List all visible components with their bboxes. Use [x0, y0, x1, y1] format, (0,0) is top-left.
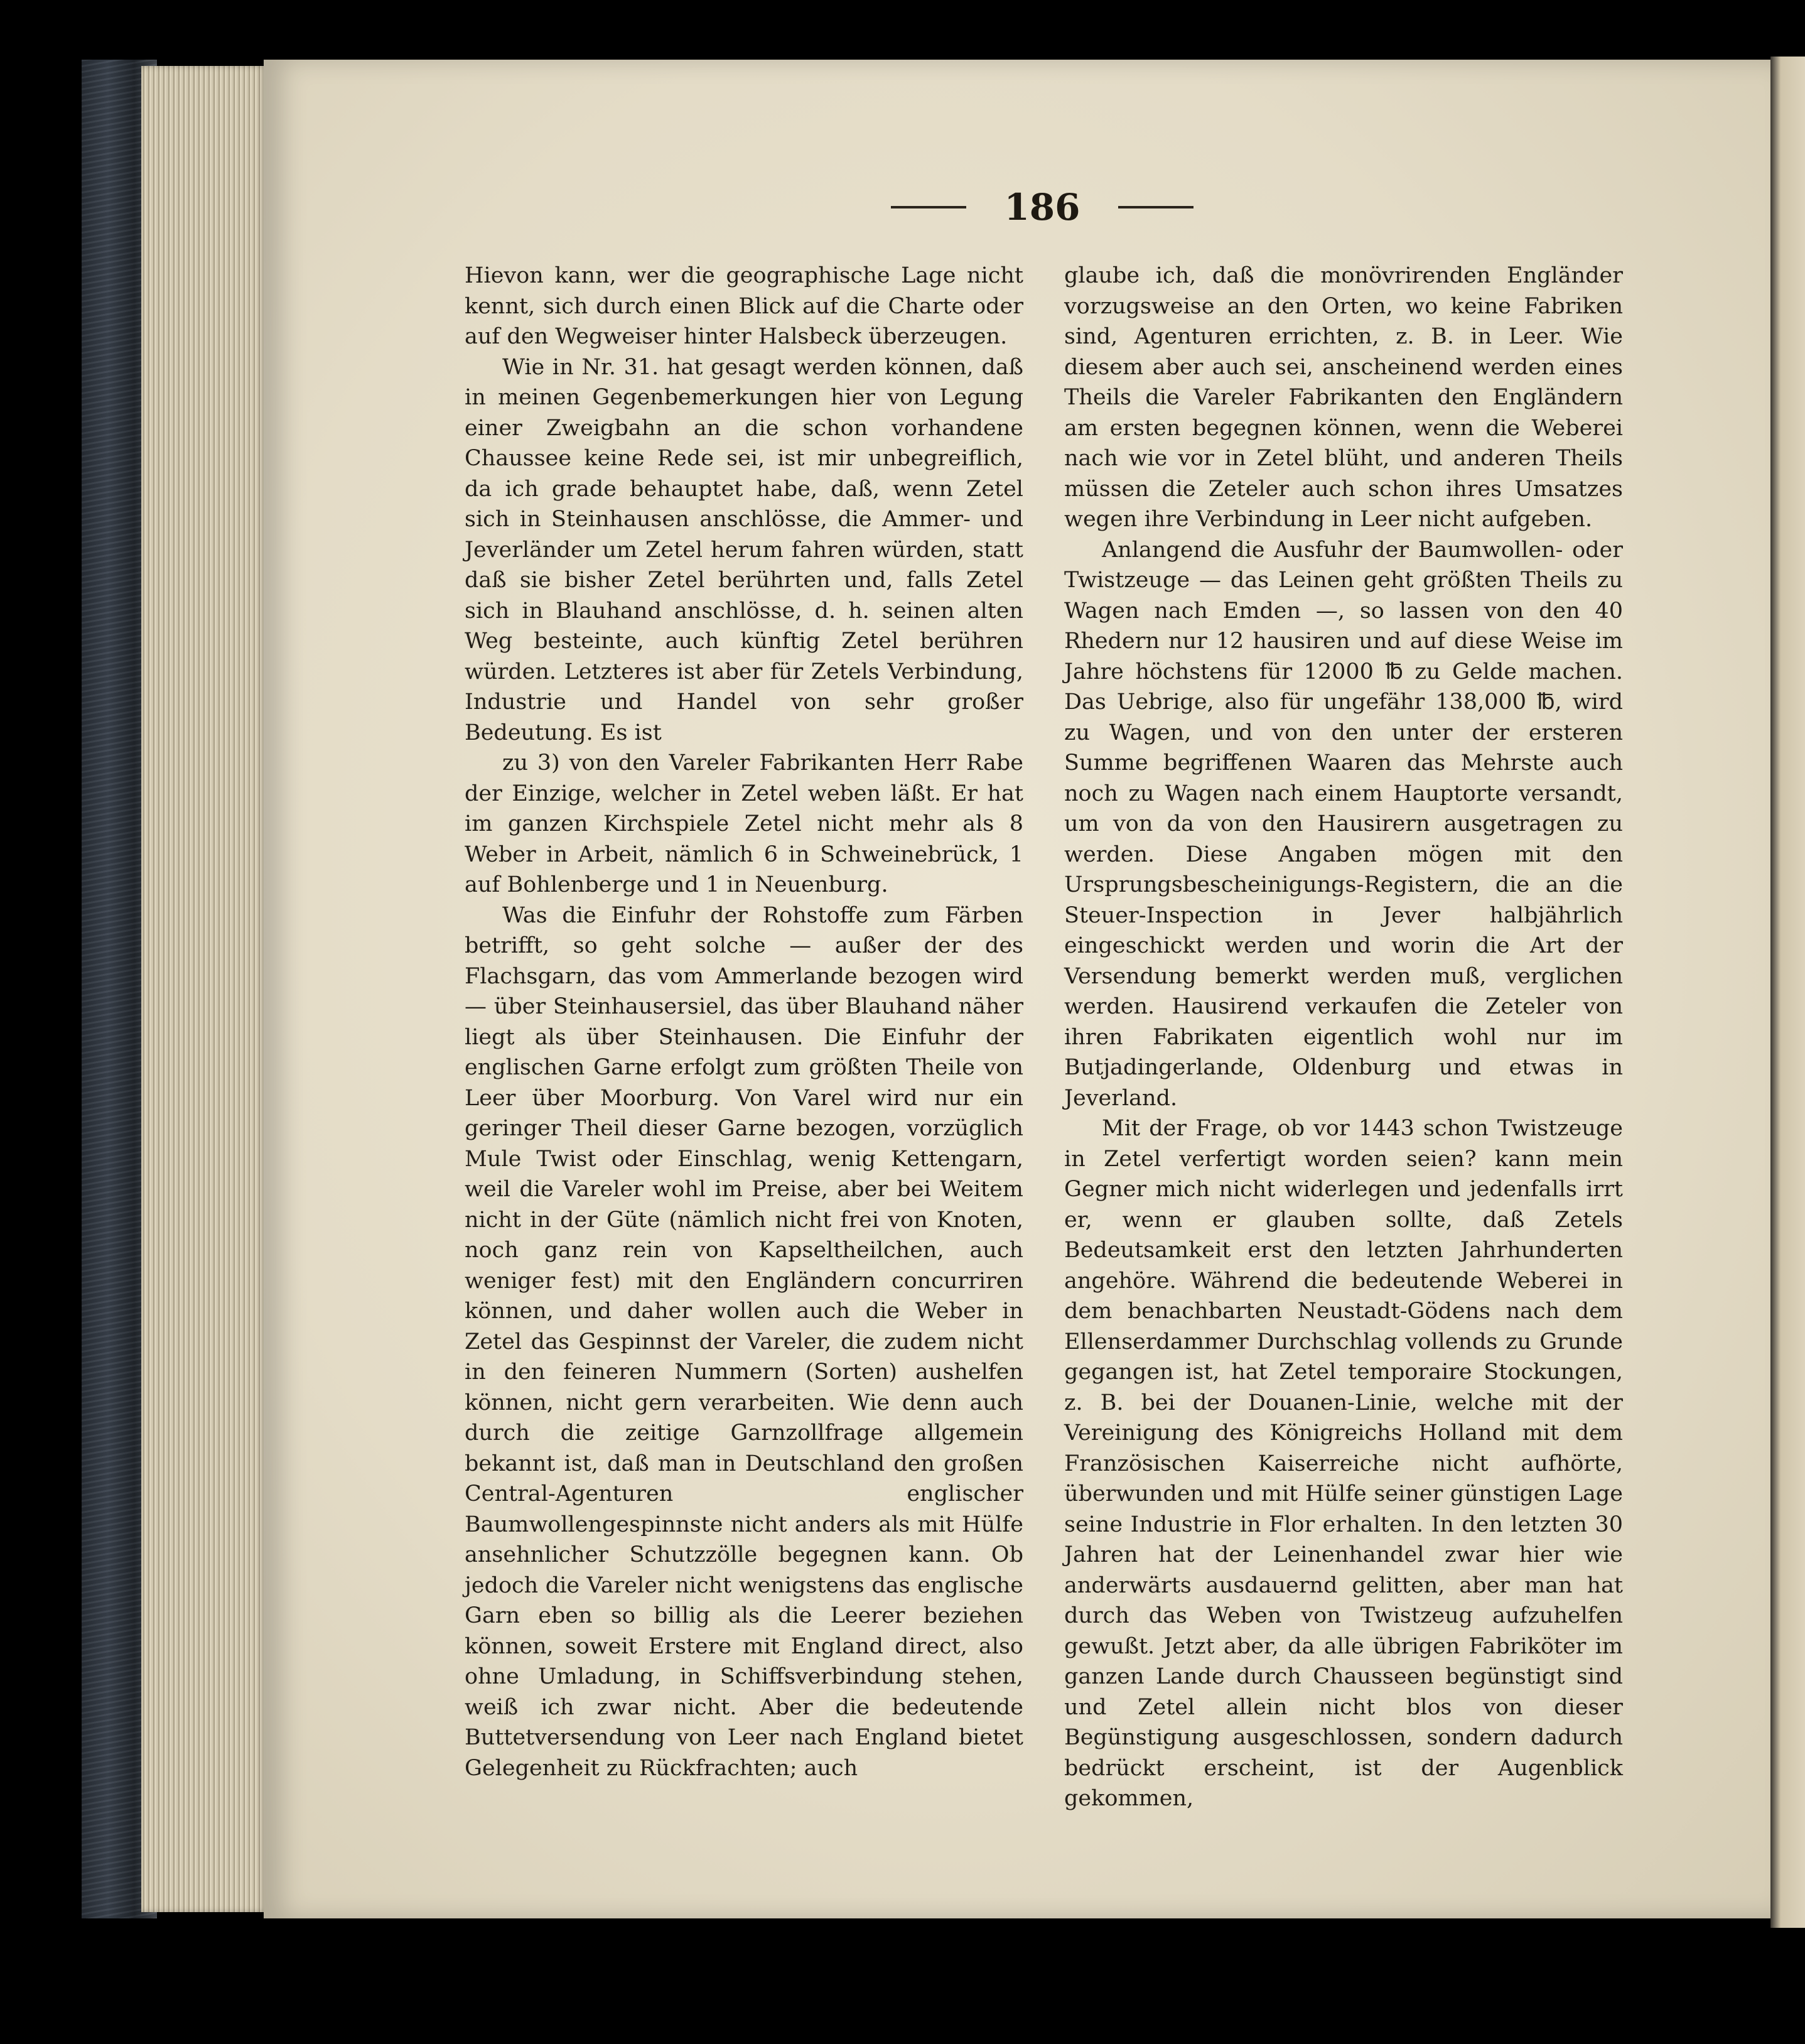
- page-header: [879, 182, 1205, 232]
- header-rule-left: [891, 206, 966, 208]
- right-column: [1064, 261, 1623, 1814]
- paragraph: Anlangend die Ausfuhr der Baumwollen- oder Twistzeuge — das Leinen geht größten Theils zu Wagen nach Emden —, so lassen von den 40 Rhedern nur 12 hausiren und auf diese Weise im Jahre höchstens für 12000 ℔ zu Gelde machen. Das Uebrige, also für ungefähr 138,000 ℔, wird zu Wagen, und von den unter der ersteren Summe begriffenen Waaren das Mehrste auch noch zu Wagen nach einem Hauptorte versandt, um von da von den Hausirern ausgetragen zu werden. Diese Angaben mögen mit den Ursprungsbescheinigungs-Registern, die an die Steuer-Inspection in Jever halbjährlich eingeschickt werden und worin die Art der Versendung bemerkt werden muß, verglichen werden. Hausirend verkaufen die Zeteler von ihren Fabrikaten eigentlich wohl nur im Butjadingerlande, Oldenburg und etwas in Jeverland.: [1064, 537, 1623, 1111]
- page-edges: [141, 66, 267, 1912]
- paragraph: zu 3) von den Vareler Fabrikanten Herr Rabe der Einzige, welcher in Zetel weben läßt. Er hat im ganzen Kirchspiele Zetel nicht mehr als 8 Weber in Arbeit, nämlich 6 in Schweinebrück, 1 auf Bohlenberge und 1 in Neuenburg.: [465, 750, 1023, 897]
- left-column: [465, 261, 1023, 1783]
- paragraph: glaube ich, daß die monövrirenden Engländer vorzugsweise an den Orten, wo keine Fabriken sind, Agenturen errichten, z. B. in Leer. Wie diesem aber auch sei, anscheinend werden eines Theils die Vareler Fabrikanten den Engländern am ersten begegnen können, wenn die Weberei nach wie vor in Zetel blüht, und anderen Theils müssen die Zeteler auch schon ihres Umsatzes wegen ihre Verbindung in Leer nicht aufgeben.: [1064, 263, 1623, 532]
- paragraph: Mit der Frage, ob vor 1443 schon Twistzeuge in Zetel verfertigt worden seien? kann mein Gegner mich nicht widerlegen und jedenfalls irrt er, wenn er glauben sollte, daß Zetels Bedeutsamkeit erst den letzten Jahrhunderten angehöre. Während die bedeutende Weberei in dem benachbarten Neustadt-Gödens nach dem Ellenserdammer Durchschlag vollends zu Grunde gegangen ist, hat Zetel temporaire Stockungen, z. B. bei der Douanen-Linie, welche mit der Vereinigung des Königreichs Holland mit dem Französischen Kaiserreiche nicht aufhörte, überwunden und mit Hülfe seiner günstigen Lage seine Industrie in Flor erhalten. In den letzten 30 Jahren hat der Leinenhandel zwar hier wie anderwärts ausdauernd gelitten, aber man hat durch das Weben von Twistzeug aufzuhelfen gewußt. Jetzt aber, da alle übrigen Fabriköter im ganzen Lande durch Chausseen begünstigt sind und Zetel allein nicht blos von dieser Begünstigung ausgeschlossen, sondern dadurch bedrückt erscheint, ist der Augenblick gekommen,: [1064, 1116, 1623, 1811]
- paragraph: Wie in Nr. 31. hat gesagt werden können, daß in meinen Gegenbemerkungen hier von Legung einer Zweigbahn an die schon vorhandene Chaussee keine Rede sei, ist mir unbegreiflich, da ich grade behauptet habe, daß, wenn Zetel sich in Steinhausen anschlösse, die Ammer- und Jeverländer um Zetel herum fahren würden, statt daß sie bisher Zetel berührten und, falls Zetel sich in Blauhand anschlösse, d. h. seinen alten Weg besteinte, auch künftig Zetel berühren würden. Letzteres ist aber für Zetels Verbindung, Industrie und Handel von sehr großer Bedeutung. Es ist: [465, 354, 1023, 745]
- page-number: 186: [1004, 186, 1080, 229]
- next-page-edge: [1770, 57, 1805, 1928]
- paragraph: Was die Einfuhr der Rohstoffe zum Färben betrifft, so geht solche — außer der des Flachsgarn, das vom Ammerlande bezogen wird — über Steinhausersiel, das über Blauhand näher liegt als über Steinhausen. Die Einfuhr der englischen Garne erfolgt zum größten Theile von Leer über Moorburg. Von Varel wird nur ein geringer Theil dieser Garne bezogen, vorzüglich Mule Twist oder Einschlag, wenig Kettengarn, weil die Vareler wohl im Preise, aber bei Weitem nicht in der Güte (nämlich nicht frei von Knoten, noch ganz rein von Kapseltheilchen, auch weniger fest) mit den Engländern concurriren können, und daher wollen auch die Weber in Zetel das Gespinnst der Vareler, die zudem nicht in den feineren Nummern (Sorten) aushelfen können, nicht gern verarbeiten. Wie denn auch durch die zeitige Garnzollfrage allgemein bekannt ist, daß man in Deutschland den großen Central-Agenturen englischer Baumwollengespinnste nicht anders als mit Hülfe ansehnlicher Schutzzölle begegnen kann. Ob jedoch die Vareler nicht wenigstens das englische Garn eben so billig als die Leerer beziehen können, soweit Erstere mit England direct, also ohne Umladung, in Schiffsverbindung stehen, weiß ich zwar nicht. Aber die bedeutende Buttetversendung von Leer nach England bietet Gelegenheit zu Rückfrachten; auch: [465, 902, 1023, 1781]
- paragraph: Hievon kann, wer die geographische Lage nicht kennt, sich durch einen Blick auf die Charte oder auf den Wegweiser hinter Halsbeck überzeugen.: [465, 263, 1023, 349]
- header-rule-right: [1118, 206, 1193, 208]
